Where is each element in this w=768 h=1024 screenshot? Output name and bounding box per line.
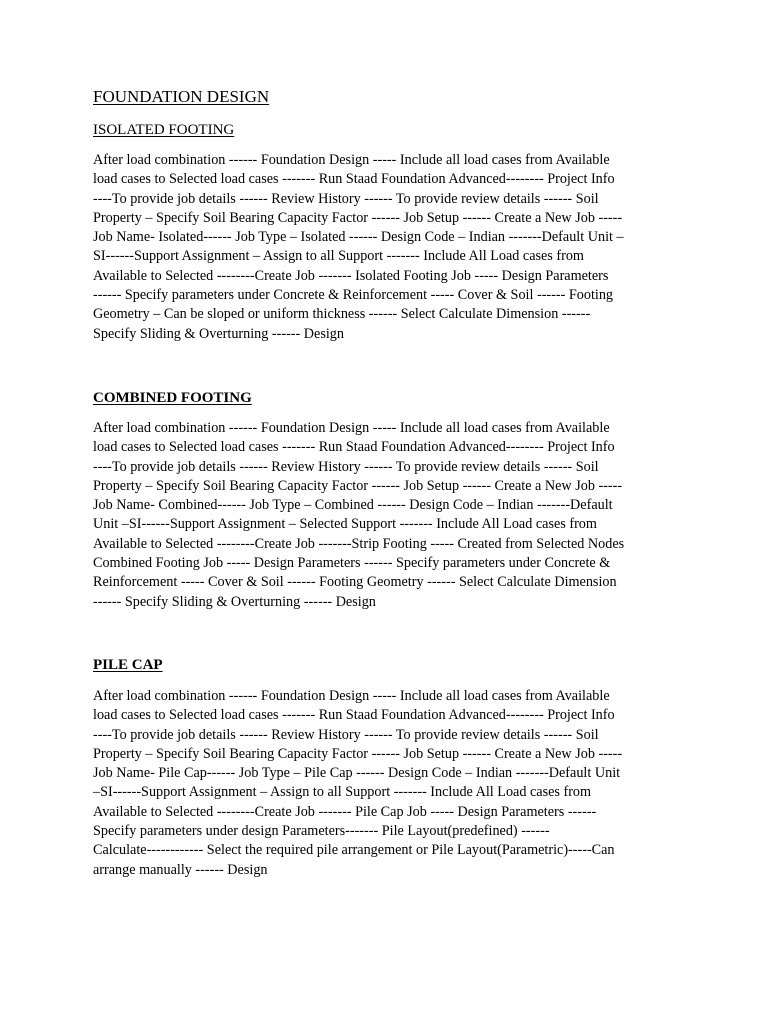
body-line: load cases to Selected load cases ------- Run Staad Foundation Advanced-------- Project Info <box>93 171 615 188</box>
body-line: Job Name- Combined------ Job Type – Combined ------ Design Code – Indian -------Default <box>93 497 613 514</box>
body-line: –SI------Support Assignment – Assign to all Support ------- Include All Load cases from <box>93 784 592 801</box>
body-line: After load combination ------ Foundation Design ----- Include all load cases from Available <box>93 152 610 168</box>
body-line: ----To provide job details ------ Review History ------ To provide review details ------ Soil <box>93 458 599 475</box>
body-line: Available to Selected --------Create Job ------- Isolated Footing Job ----- Design Parameters <box>93 267 609 284</box>
body-line: ------ Specify Sliding & Overturning ------ Design <box>93 593 376 610</box>
section-heading-pile-cap: PILE CAP <box>93 657 163 673</box>
body-line: Calculate------------ Select the required pile arrangement or Pile Layout(Parametric)-----Can <box>93 842 615 859</box>
body-line: Specify Sliding & Overturning ------ Design <box>93 325 344 342</box>
body-line: Unit –SI------Support Assignment – Selected Support ------- Include All Load cases from <box>93 516 597 533</box>
body-line: Property – Specify Soil Bearing Capacity Factor ------ Job Setup ------ Create a New Job ----- <box>93 209 623 226</box>
body-line: ----To provide job details ------ Review History ------ To provide review details ------ Soil <box>93 190 599 207</box>
body-line: Available to Selected --------Create Job ------- Pile Cap Job ----- Design Parameters ------ <box>93 803 597 820</box>
body-line: Combined Footing Job ----- Design Parameters ------ Specify parameters under Concrete & <box>93 555 611 572</box>
section-heading-combined-footing: COMBINED FOOTING <box>93 390 252 406</box>
body-line: ----To provide job details ------ Review History ------ To provide review details ------ Soil <box>93 726 599 743</box>
body-line: Geometry – Can be sloped or uniform thickness ------ Select Calculate Dimension ------ <box>93 306 591 323</box>
body-line: Reinforcement ----- Cover & Soil ------ Footing Geometry ------ Select Calculate Dimension <box>93 574 617 591</box>
body-line: After load combination ------ Foundation Design ----- Include all load cases from Available <box>93 420 610 436</box>
body-line: load cases to Selected load cases ------- Run Staad Foundation Advanced-------- Project Info <box>93 707 615 724</box>
body-line: ------ Specify parameters under Concrete & Reinforcement ----- Cover & Soil ------ Footing <box>93 287 614 304</box>
section-heading-isolated-footing: ISOLATED FOOTING <box>93 122 235 138</box>
document-title: FOUNDATION DESIGN <box>93 87 270 106</box>
body-line: load cases to Selected load cases ------- Run Staad Foundation Advanced-------- Project Info <box>93 439 615 456</box>
body-line: Property – Specify Soil Bearing Capacity Factor ------ Job Setup ------ Create a New Job ----- <box>93 477 623 494</box>
body-line: After load combination ------ Foundation Design ----- Include all load cases from Available <box>93 688 610 704</box>
section-body-pile-cap <box>93 687 622 880</box>
section-body-isolated-footing <box>93 151 624 344</box>
body-line: arrange manually ------ Design <box>93 861 268 878</box>
body-line: SI------Support Assignment – Assign to all Support ------- Include All Load cases from <box>93 248 584 265</box>
body-line: Job Name- Pile Cap------ Job Type – Pile Cap ------ Design Code – Indian -------Default Unit <box>93 765 621 782</box>
body-line: Available to Selected --------Create Job -------Strip Footing ----- Created from Selected Nodes <box>93 535 625 552</box>
body-line: Job Name- Isolated------ Job Type – Isolated ------ Design Code – Indian -------Default Unit – <box>93 229 624 246</box>
section-body-combined-footing <box>93 419 624 612</box>
body-line: Property – Specify Soil Bearing Capacity Factor ------ Job Setup ------ Create a New Job ----- <box>93 745 623 762</box>
body-line: Specify parameters under design Parameters------- Pile Layout(predefined) ------ <box>93 823 550 840</box>
